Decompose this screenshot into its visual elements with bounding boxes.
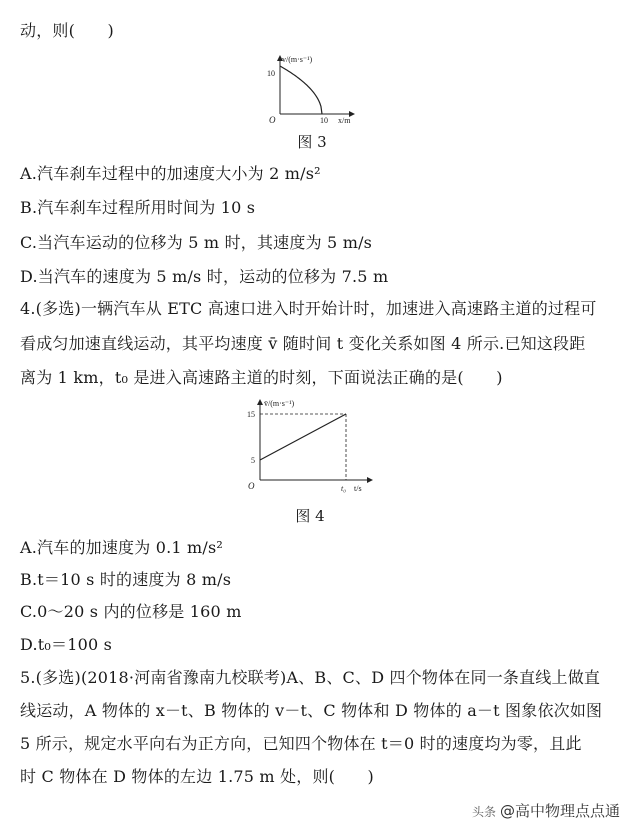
fig4-y-tick-15: 15 (247, 410, 255, 419)
question-end-line: 动，则( ) (20, 21, 114, 40)
fig4-y-tick-5: 5 (251, 456, 255, 465)
figure-4-chart (240, 394, 380, 499)
option-3b: B.汽车刹车过程所用时间为 10 s (20, 198, 256, 217)
watermark-brand (468, 798, 624, 823)
option-4d: D.t₀＝100 s (20, 635, 113, 654)
option-3d: D.当汽车的速度为 5 m/s 时，运动的位移为 7.5 m (20, 267, 389, 286)
figure-3-chart (262, 50, 362, 125)
fig4-x-tick-t0: t₀ (341, 484, 347, 493)
watermark-badge: 头条 (471, 805, 496, 819)
option-3a: A.汽车刹车过程中的加速度大小为 2 m/s² (20, 164, 321, 183)
option-4a: A.汽车的加速度为 0.1 m/s² (20, 538, 224, 557)
fig3-curve (280, 66, 322, 114)
question-5-line-3: 5 所示，规定水平向右为正方向，已知四个物体在 t＝0 时的速度均为零，且此 (20, 734, 582, 753)
figure-3-caption: 图 3 (297, 133, 327, 151)
question-5-line-4: 时 C 物体在 D 物体的左边 1.75 m 处，则( ) (20, 767, 374, 786)
fig3-y-tick: 10 (267, 69, 275, 78)
figure-4-caption: 图 4 (295, 507, 325, 525)
fig3-x-tick: 10 (320, 116, 328, 125)
fig4-line (260, 414, 346, 460)
question-4-line-2: 看成匀加速直线运动，其平均速度 v̄ 随时间 t 变化关系如图 4 所示.已知这段距 (20, 334, 586, 353)
fig4-origin: O (248, 481, 255, 491)
fig4-y-label: v̄/(m·s⁻¹) (264, 399, 295, 408)
fig3-x-label: x/m (338, 116, 351, 125)
watermark-text: @高中物理点点通 (499, 802, 620, 820)
question-5-line-2: 线运动，A 物体的 x－t、B 物体的 v－t、C 物体和 D 物体的 a－t 图象依次如图 (20, 701, 603, 720)
fig4-x-label: t/s (354, 484, 362, 493)
question-5-line-1: 5.(多选)(2018·河南省豫南九校联考)A、B、C、D 四个物体在同一条直线上做直 (20, 668, 601, 687)
question-4-line-1: 4.(多选)一辆汽车从 ETC 高速口进入时开始计时，加速进入高速路主道的过程可 (20, 299, 597, 318)
option-4c: C.0～20 s 内的位移是 160 m (20, 602, 242, 621)
fig3-origin: O (269, 115, 276, 125)
fig3-y-label: v/(m·s⁻¹) (282, 55, 313, 64)
option-4b: B.t＝10 s 时的速度为 8 m/s (20, 570, 232, 589)
option-3c: C.当汽车运动的位移为 5 m 时，其速度为 5 m/s (20, 233, 373, 252)
question-4-line-3: 离为 1 km，t₀ 是进入高速路主道的时刻，下面说法正确的是( ) (20, 368, 503, 387)
